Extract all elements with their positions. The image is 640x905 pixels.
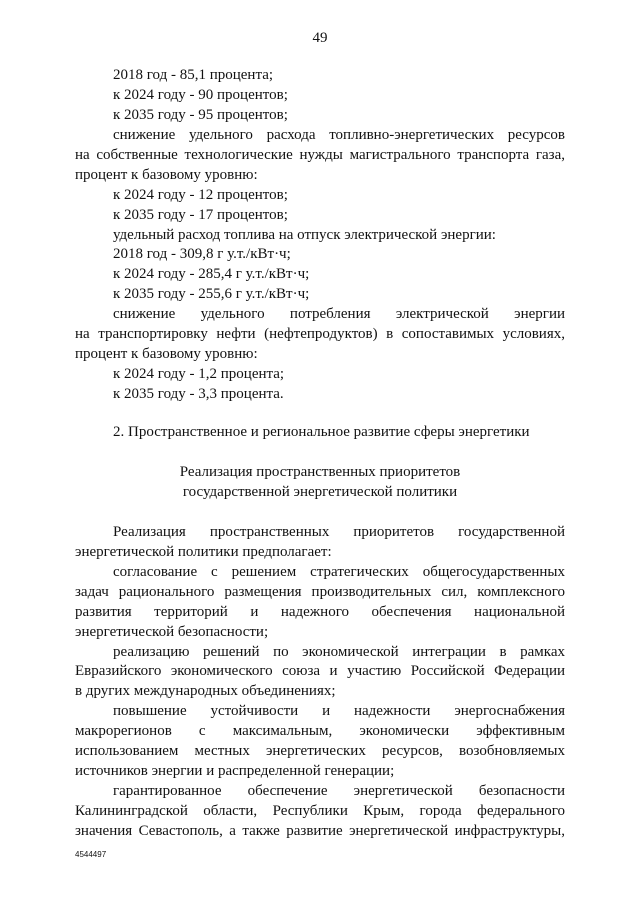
text-line: энергетической безопасности; [75,623,269,640]
subsection-title-line: государственной энергетической политики [182,483,458,500]
text-line: согласование с решением стратегических общегосударственных [113,563,565,580]
text-line: в других международных объединениях; [75,683,336,700]
text-line: к 2024 году - 1,2 процента; [113,366,285,383]
text-line: Калининградской области, Республики Крым, города федерального [75,803,565,820]
text-line: снижение удельного потребления электрической энергии [113,306,565,323]
text-line: к 2035 году - 95 процентов; [113,106,288,123]
text-line: задач рационального размещения производительных сил, комплексного [75,583,565,600]
text-line: удельный расход топлива на отпуск электрической энергии: [113,226,496,243]
text-line: Евразийского экономического союза и участию Российской Федерации [75,663,565,680]
text-line: реализацию решений по экономической интеграции в рамках [113,643,565,660]
text-line: Реализация пространственных приоритетов государственной [113,523,565,540]
text-line: процент к базовому уровню: [75,166,258,183]
text-line: развития территорий и надежного обеспечения национальной [75,603,565,620]
text-line: к 2035 году - 17 процентов; [113,206,288,223]
page-number: 49 [312,30,328,46]
text-line: повышение устойчивости и надежности энергоснабжения [113,703,565,720]
text-line: макрорегионов с максимальным, экономически эффективным [75,723,565,740]
text-line: к 2024 году - 285,4 г у.т./кВт·ч; [113,266,310,283]
text-line: гарантированное обеспечение энергетической безопасности [113,783,565,800]
text-line: значения Севастополь, а также развитие энергетической инфраструктуры, [75,823,565,839]
text-line: энергетической политики предполагает: [75,543,332,560]
text-line: источников энергии и распределенной генерации; [75,763,395,780]
text-line: на собственные технологические нужды магистрального транспорта газа, [75,146,565,163]
text-line: к 2035 году - 3,3 процента. [113,386,284,403]
section-heading: 2. Пространственное и региональное развитие сферы энергетики [113,424,530,441]
text-line: снижение удельного расхода топливно-энергетических ресурсов [113,126,565,143]
text-line: к 2035 году - 255,6 г у.т./кВт·ч; [113,286,310,303]
text-line: процент к базовому уровню: [75,346,258,363]
text-line: к 2024 году - 12 процентов; [113,186,288,203]
subsection-title-line: Реализация пространственных приоритетов [179,464,461,481]
text-line: использованием местных энергетических ресурсов, возобновляемых [75,743,565,760]
text-line: 2018 год - 309,8 г у.т./кВт·ч; [113,246,291,263]
document-id: 4544497 [75,850,107,859]
text-line: на транспортировку нефти (нефтепродуктов) в сопоставимых условиях, [75,326,565,343]
text-line: 2018 год - 85,1 процента; [113,67,274,83]
text-line: к 2024 году - 90 процентов; [113,86,288,103]
